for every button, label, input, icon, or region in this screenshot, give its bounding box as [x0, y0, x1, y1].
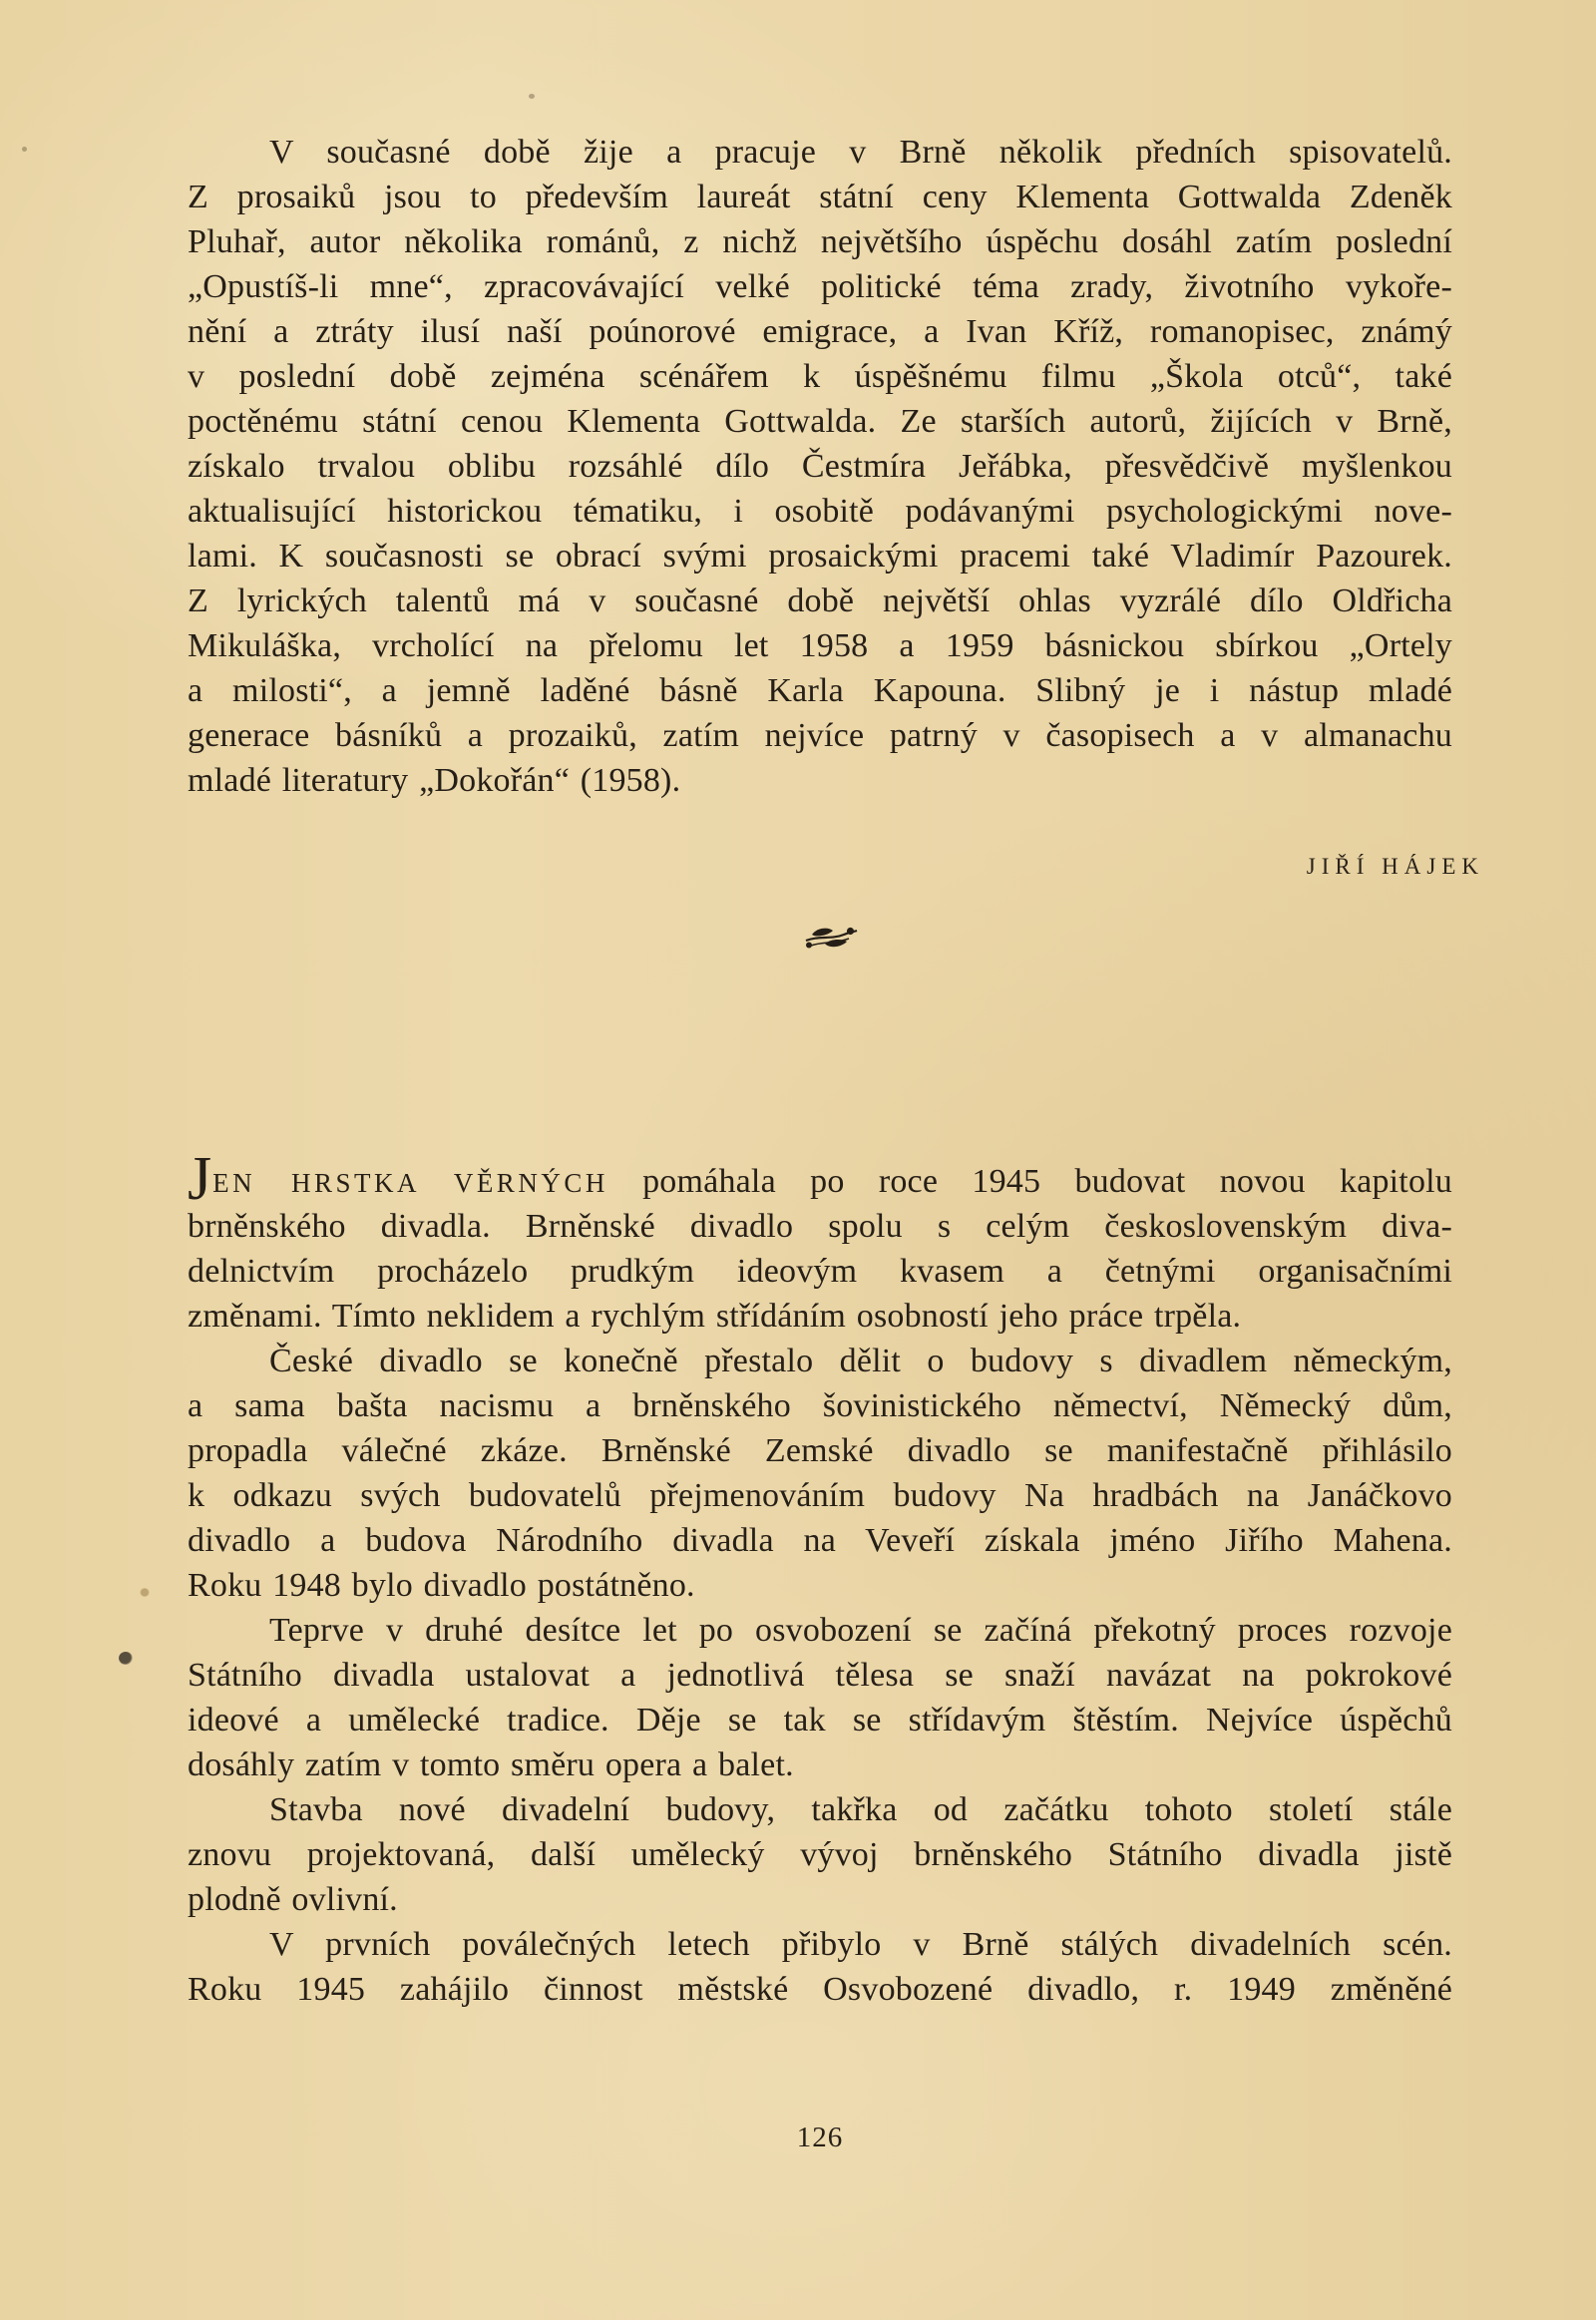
text-line: Teprve v druhé desítce let po osvobození se začíná překotný proces rozvoje [269, 1612, 1452, 1649]
text-line: aktualisující historickou tématiku, i osobitě podávanými psychologickými nove- [188, 493, 1452, 530]
text-line: dosáhly zatím v tomto směru opera a balet. [188, 1746, 794, 1783]
text-line: Stavba nové divadelní budovy, takřka od začátku tohoto století stále [269, 1791, 1452, 1828]
paper-blemish [529, 94, 535, 99]
paragraph [188, 1145, 1452, 1339]
new-article [188, 1145, 1452, 2012]
paper-blemish [140, 1588, 150, 1597]
paragraph [188, 1339, 1452, 1608]
text-line: Státního divadla ustalovat a jednotlivá tělesa se snaží navázat na pokrokové [188, 1657, 1452, 1694]
text-line: v poslední době zejména scénářem k úspěšnému filmu „Škola otců“, také [188, 358, 1452, 395]
paragraph [188, 1608, 1452, 1787]
paragraph [188, 1922, 1452, 2012]
text-line: V prvních poválečných letech přibylo v Brně stálých divadelních scén. [269, 1926, 1452, 1963]
text-line: delnictvím procházelo prudkým ideovým kvasem a četnými organisačními [188, 1253, 1452, 1290]
paper-blemish [1138, 1229, 1145, 1235]
paragraph [188, 1787, 1452, 1922]
text-line: „Opustíš-li mne“, zpracovávající velké politické téma zrady, životního vykoře- [188, 268, 1452, 305]
ink-speck [119, 1652, 133, 1665]
text-line: Z prosaiků jsou to především laureát státní ceny Klementa Gottwalda Zdeněk [188, 179, 1452, 215]
text-line: získalo trvalou oblibu rozsáhlé dílo Čestmíra Jeřábka, přesvědčivě myšlenkou [188, 448, 1452, 485]
closing-article [188, 130, 1452, 803]
text-line: znovu projektovaná, další umělecký vývoj brněnského Státního divadla jistě [188, 1836, 1452, 1873]
closing-paragraph [188, 130, 1452, 803]
text-line: Mikuláška, vrcholící na přelomu let 1958 a 1959 básnickou sbírkou „Ortely [188, 627, 1452, 664]
text-line: poctěnému státní cenou Klementa Gottwalda. Ze starších autorů, žijících v Brně, [188, 403, 1452, 440]
small-caps-opening: EN HRSTKA VĚRNÝCH [212, 1168, 608, 1198]
text-line: České divadlo se konečně přestalo dělit o budovy s divadlem německým, [269, 1343, 1452, 1379]
leaf-sprig-ornament-icon [804, 924, 858, 954]
text-line: mladé literatury „Dokořán“ (1958). [188, 762, 681, 799]
text-line: nění a ztráty ilusí naší poúnorové emigrace, a Ivan Kříž, romanopisec, známý [188, 313, 1452, 350]
text-line: Pluhař, autor několika románů, z nichž největšího úspěchu dosáhl zatím poslední [188, 223, 1452, 260]
text-line: a sama bašta nacismu a brněnského šovinistického němectví, Německý dům, [188, 1387, 1452, 1424]
drop-cap-initial: J [188, 1145, 213, 1213]
text-line: plodně ovlivní. [188, 1881, 398, 1918]
text-line: Roku 1945 zahájilo činnost městské Osvobozené divadlo, r. 1949 změněné [188, 1971, 1452, 2008]
paper-blemish [22, 147, 27, 152]
text-line: Z lyrických talentů má v současné době největší ohlas vyzrálé dílo Oldřicha [188, 582, 1452, 619]
text-line: a milosti“, a jemně laděné básně Karla Kapouna. Slibný je i nástup mladé [188, 672, 1452, 709]
text-line: brněnského divadla. Brněnské divadlo spolu s celým československým diva- [188, 1208, 1452, 1245]
text-line: ideové a umělecké tradice. Děje se tak se střídavým štěstím. Nejvíce úspěchů [188, 1702, 1452, 1739]
text-line: V současné době žije a pracuje v Brně několik předních spisovatelů. [269, 134, 1452, 171]
text-line: generace básníků a prozaiků, zatím nejvíce patrný v časopisech a v almanachu [188, 717, 1452, 754]
text-line: divadlo a budova Národního divadla na Veveří získala jméno Jiřího Mahena. [188, 1522, 1452, 1559]
text-line: změnami. Tímto neklidem a rychlým střídáním osobností jeho práce trpěla. [188, 1298, 1242, 1335]
new-article-body [188, 1145, 1452, 2012]
page-number: 126 [796, 2122, 844, 2153]
author-signature: JIŘÍ HÁJEK [1306, 854, 1484, 879]
text-line: Roku 1948 bylo divadlo postátněno. [188, 1567, 695, 1604]
text-line: JEN HRSTKA VĚRNÝCH pomáhala po roce 1945 budovat novou kapitolu [188, 1145, 1452, 1213]
text-line: propadla válečné zkáze. Brněnské Zemské divadlo se manifestačně přihlásilo [188, 1432, 1452, 1469]
text-line: k odkazu svých budovatelů přejmenováním budovy Na hradbách na Janáčkovo [188, 1477, 1452, 1514]
text-line: lami. K současnosti se obrací svými prosaickými pracemi také Vladimír Pazourek. [188, 538, 1452, 575]
